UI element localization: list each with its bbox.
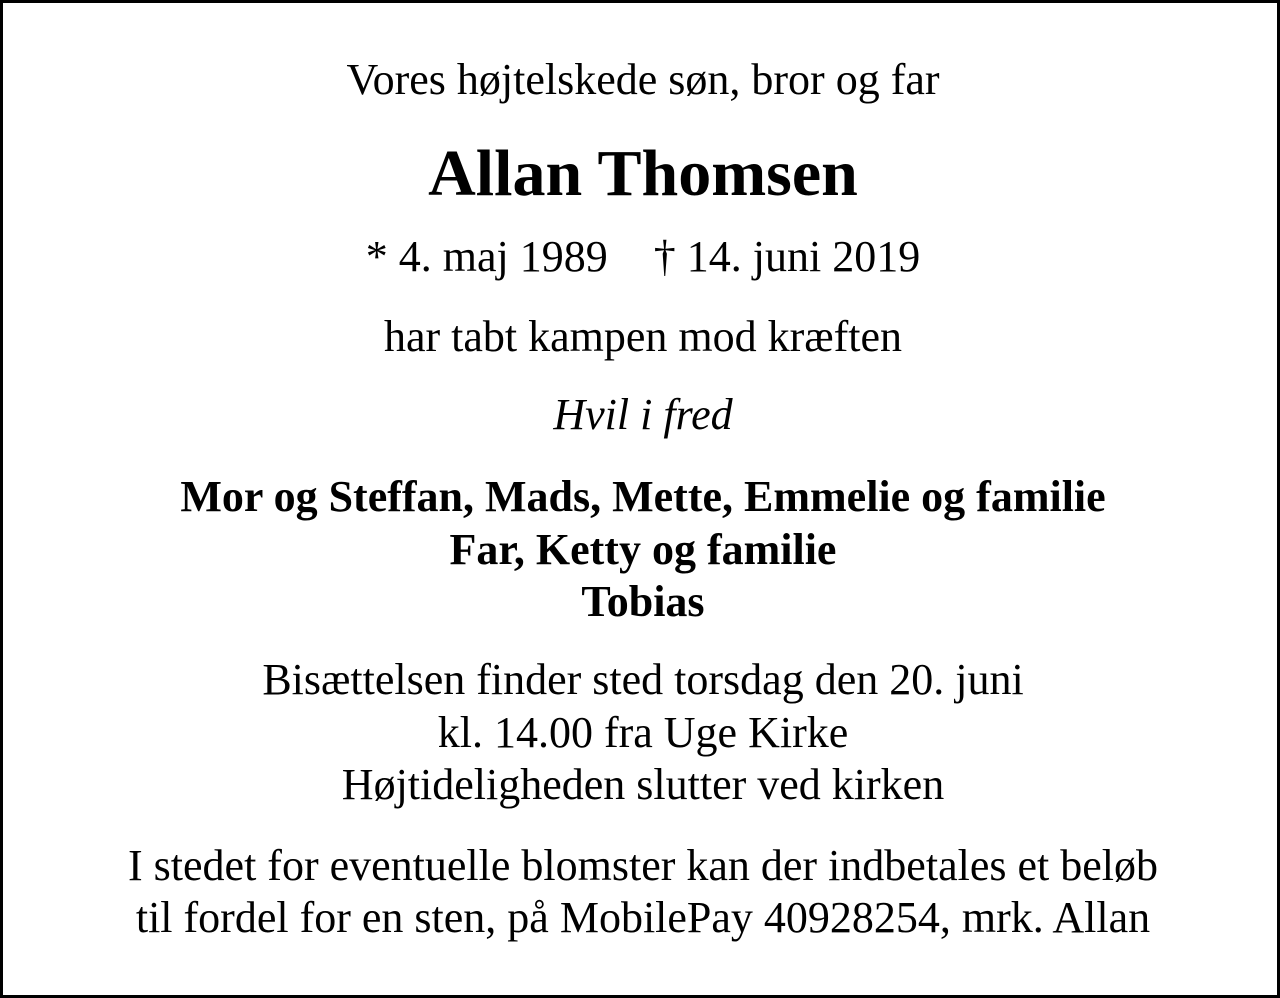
cause-line: har tabt kampen mod kræften (383, 312, 903, 361)
service-line: kl. 14.00 fra Uge Kirke (437, 708, 849, 757)
deceased-name: Allan Thomsen (428, 137, 858, 210)
family-line: Mor og Steffan, Mads, Mette, Emmelie og familie (180, 472, 1106, 521)
intro-line: Vores højtelskede søn, bror og far (346, 55, 940, 104)
service-line: Bisættelsen finder sted torsdag den 20. juni (262, 655, 1024, 704)
rest-in-peace: Hvil i fred (553, 390, 733, 439)
death-date: † 14. juni 2019 (653, 232, 921, 281)
life-dates (3, 232, 1280, 281)
family-line: Far, Ketty og familie (449, 525, 837, 574)
donation-line: til fordel for en sten, på MobilePay 40928254, mrk. Allan (135, 893, 1151, 942)
service-line: Højtideligheden slutter ved kirken (341, 760, 945, 809)
birth-date: * 4. maj 1989 (365, 232, 608, 281)
donation-line: I stedet for eventuelle blomster kan der indbetales et beløb (128, 841, 1158, 890)
family-line: Tobias (581, 577, 705, 626)
